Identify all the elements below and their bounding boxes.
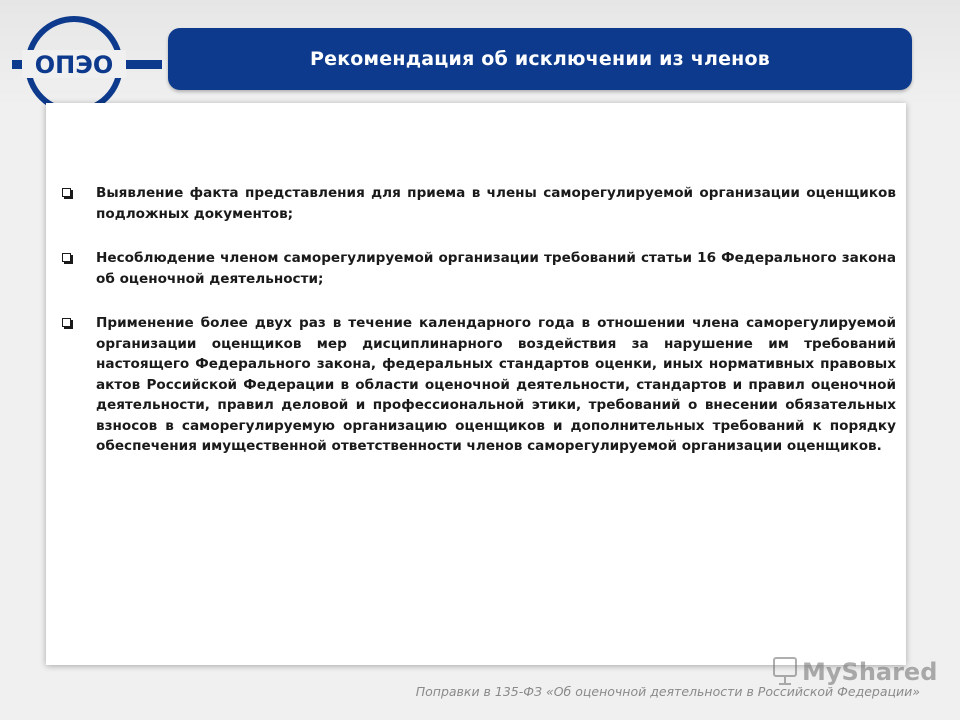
- title-bar: [168, 28, 912, 90]
- list-item: [56, 248, 896, 289]
- content-card: [46, 103, 906, 665]
- checkbox-bullet-icon: [62, 318, 71, 327]
- checkbox-bullet-icon: [62, 188, 71, 197]
- footer-text: Поправки в 135-ФЗ «Об оценочной деятельности в Российской Федерации»: [415, 684, 920, 699]
- bullet-text: Выявление факта представления для приема в члены саморегулируемой организации оценщиков подложных документов;: [96, 185, 896, 222]
- checkbox-bullet-icon: [62, 253, 71, 262]
- slide-title: Рекомендация об исключении из членов: [310, 48, 770, 70]
- presentation-icon: [774, 658, 796, 684]
- bullet-text: Несоблюдение членом саморегулируемой организации требований статьи 16 Федерального закона об оценочной деятельности;: [96, 250, 896, 287]
- bullet-list: [56, 183, 896, 481]
- list-item: [56, 313, 896, 457]
- logo-text: ОПЭО: [34, 51, 114, 79]
- watermark-text: MyShared: [802, 658, 938, 686]
- opeo-logo: [12, 10, 162, 115]
- bullet-text: Применение более двух раз в течение календарного года в отношении члена саморегулируемой организации оценщиков мер дисциплинарного воздействия за нарушение им требований настоящего Федерального закона, федеральных стандартов оценки, иных нормативных правовых актов Российской Федерации в области оценочной деятельности, стандартов и правил оценочной деятельности, правил деловой и профессиональной этики, требований о внесении обязательных взносов в саморегулируемую организацию оценщиков и дополнительных требований к порядку обеспечения имущественной ответственности членов саморегулируемой организации оценщиков.: [96, 315, 896, 454]
- list-item: [56, 183, 896, 224]
